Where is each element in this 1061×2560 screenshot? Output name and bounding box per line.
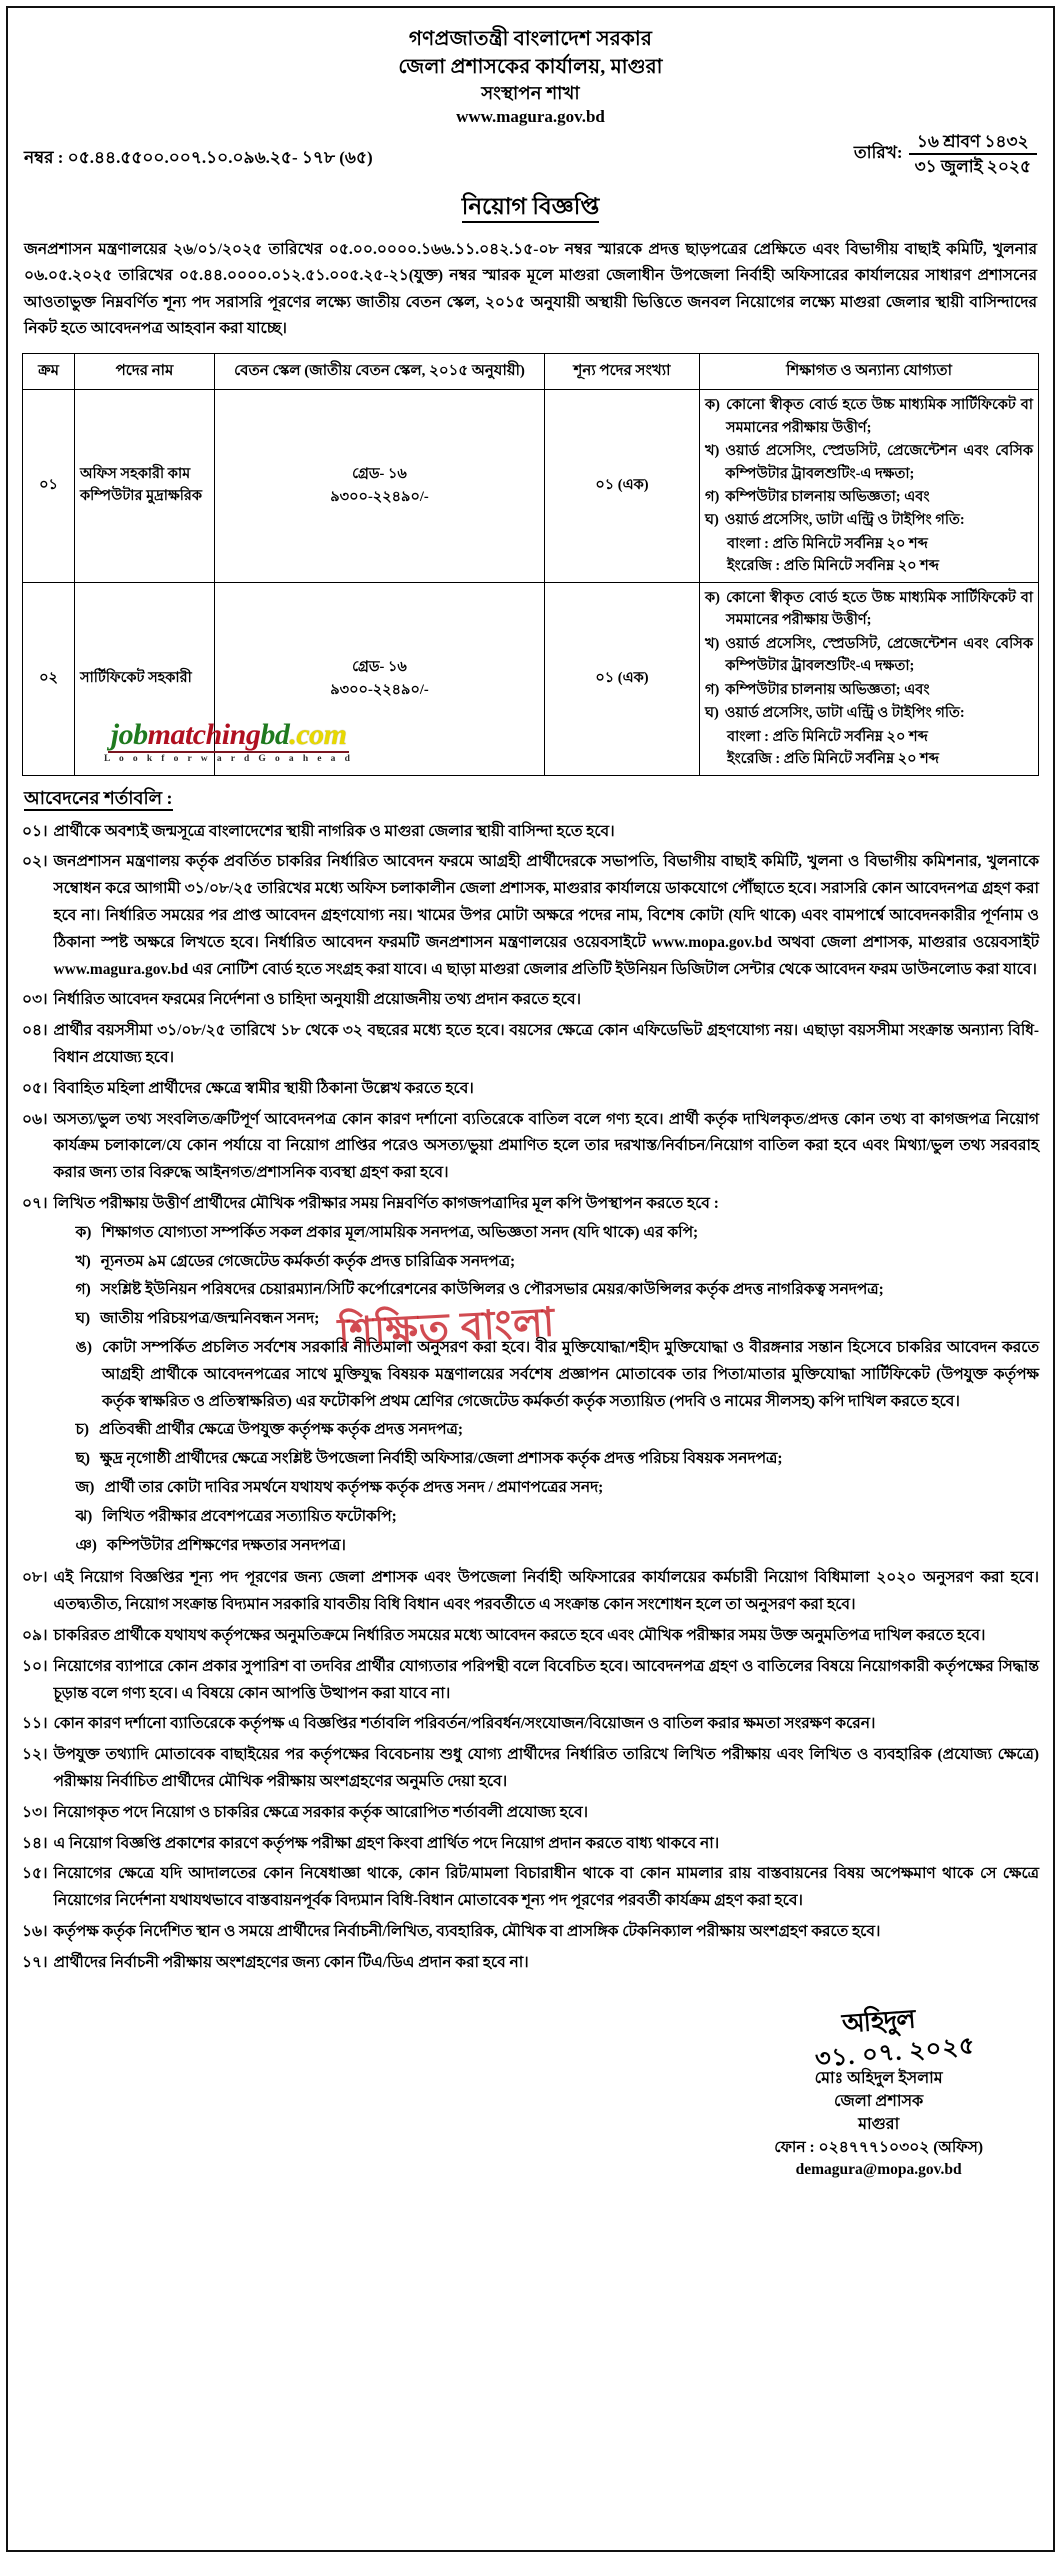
page-title (22, 188, 1039, 227)
condition-number: ১৩। (22, 1803, 48, 1821)
condition-number: ০৪। (22, 1022, 48, 1040)
typing-speed-english: ইংরেজি : প্রতি মিনিটে সর্বনিম্ন ২০ শব্দ (727, 558, 939, 575)
handwritten-signature: অহিদুল (841, 2004, 916, 2039)
condition-subitem-list (54, 1220, 1039, 1560)
office-website: www.magura.gov.bd (456, 107, 605, 127)
condition-item (22, 1623, 1039, 1650)
watermark-logo-part-3: bd (260, 718, 290, 751)
col-header-qualification: শিক্ষাগত ও অন্যান্য যোগ্যতা (700, 354, 1039, 390)
qual-text: কোনো স্বীকৃত বোর্ড হতে উচ্চ মাধ্যমিক সার্টিফিকেট বা সমমানের পরীক্ষায় উত্তীর্ণ; (725, 589, 1033, 629)
qualification-list (705, 394, 1033, 532)
subitem-marker: খ) (75, 1252, 91, 1270)
branch-name: সংস্থাপন শাখা (481, 83, 580, 104)
watermark-logo-part-1: job (110, 718, 148, 751)
subitem-text: ক্ষুদ্র নৃগোষ্ঠী প্রার্থীদের ক্ষেত্রে সংশ্লিষ্ট উপজেলা নির্বাহী অফিসার/জেলা প্রশাসক কর্তৃক প্রদত্ত পরিচয় বিষয়ক সনদপত্র; (99, 1450, 783, 1468)
condition-text: প্রার্থীদের নির্বাচনী পরীক্ষায় অংশগ্রহণের জন্য কোন টিএ/ডিএ প্রদান করা হবে না। (53, 1953, 529, 1971)
condition-item (22, 1711, 1039, 1738)
condition-number: ১২। (22, 1746, 48, 1764)
condition-subitem (54, 1220, 1039, 1247)
notice-title-text: নিয়োগ বিজ্ঞপ্তি (462, 194, 599, 223)
posts-table (22, 353, 1039, 776)
condition-item (22, 1861, 1039, 1915)
qualification-item (705, 587, 1033, 632)
row-sl: ০১ (23, 390, 75, 583)
row-vacancies: ০১ (এক) (545, 390, 700, 583)
row-grade: গ্রেড- ১৬ (352, 658, 407, 675)
subitem-text: প্রার্থী তার কোটা দাবির সমর্থনে যথাযথ কর্তৃপক্ষ কর্তৃক প্রদত্ত সনদ / প্রমাণপত্রের সনদ; (104, 1478, 604, 1496)
condition-number: ১৪। (22, 1834, 48, 1852)
condition-item (22, 1742, 1039, 1796)
watermark-logo-part-4: .com (289, 718, 347, 751)
typing-speed-bangla: বাংলা : প্রতি মিনিটে সর্বনিম্ন ২০ শব্দ (727, 535, 928, 552)
subitem-text: কোটা সম্পর্কিত প্রচলিত সর্বশেষ সরকারি নীতিমালা অনুসরণ করা হবে। বীর মুক্তিযোদ্ধা/শহীদ মুক্তিযোদ্ধা ও বীরঙ্গনার সন্তান হিসেবে চাকরির আবেদন করতে আগ্রহী প্রার্থীকে আবেদনপত্রের সাথে মুক্তিযুদ্ধ বিষয়ক মন্ত্রণালয়ের সর্বশেষ প্রজ্ঞাপন মোতাবেক তার পিতা/মাতার মুক্তিযোদ্ধা সার্টিফিকেট (উপযুক্ত কর্তৃপক্ষ কর্তৃক স্বাক্ষরিত ও প্রতিস্বাক্ষরিত) এর ফটোকপি প্রথম শ্রেণির গেজেটেড কর্মকর্তা কর্তৃক সত্যায়িত (পদবি ও নামের সীলসহ) কপি দাখিল করতে হবে। (101, 1338, 1039, 1410)
condition-item-with-subitems (22, 1191, 1039, 1561)
condition-number: ১০। (22, 1657, 48, 1675)
condition-number: ০১। (22, 822, 48, 840)
condition-item (22, 1565, 1039, 1619)
conditions-heading (24, 784, 1039, 815)
condition-text: অসত্য/ভুল তথ্য সংবলিত/ক্রটিপূর্ণ আবেদনপত্র কোন কারণ দর্শানো ব্যতিরেকে বাতিল বলে গণ্য হবে। প্রার্থী কর্তৃক দাখিলকৃত/প্রদত্ত কোন তথ্য বা কাগজপত্র নিয়োগ কার্যক্রম চলাকালে/যে কোন পর্যায়ে বা নিয়োগ প্রাপ্তির পরেও অসত্য/ভুয়া প্রমাণিত হলে তার দরখাস্ত/নির্বাচন/নিয়োগ বাতিল করা হবে এবং মিথ্যা/ভুল তথ্য সরবরাহ করার জন্য তার বিরুদ্ধে আইনগত/প্রশাসনিক ব্যবস্থা গ্রহণ করা হবে। (53, 1110, 1039, 1182)
condition-number: ১৫। (22, 1865, 48, 1883)
signatory-phone: ফোন : ০২৪৭৭৭১০৩০২ (অফিস) (774, 2138, 983, 2156)
condition-item (22, 1919, 1039, 1946)
col-header-pay-scale: বেতন স্কেল (জাতীয় বেতন স্কেল, ২০১৫ অনুযায়ী) (215, 354, 545, 390)
subitem-text: ন্যূনতম ৯ম গ্রেডের গেজেটেড কর্মকর্তা কর্তৃক প্রদত্ত চারিত্রিক সনদপত্র; (100, 1252, 516, 1270)
date-bangla: ১৬ শ্রাবণ ১৪৩২ (909, 131, 1037, 155)
condition-subitem (54, 1249, 1039, 1276)
row-post-name: সার্টিফিকেট সহকারী (75, 582, 215, 775)
row-qualification (700, 390, 1039, 583)
qual-marker: ক) (705, 397, 720, 414)
subitem-marker: ঙ) (75, 1338, 92, 1356)
subitem-marker: জ) (75, 1478, 95, 1496)
signatory-district: মাগুরা (858, 2116, 900, 2134)
date-label: তারিখ: (853, 143, 903, 163)
typing-speed-lines (705, 533, 1033, 578)
condition-item (22, 987, 1039, 1014)
subitem-marker: ক) (75, 1223, 92, 1241)
row-sl: ০২ (23, 582, 75, 775)
row-pay-scale (215, 390, 545, 583)
qual-marker: ঘ) (705, 512, 719, 529)
condition-subitem (54, 1504, 1039, 1531)
condition-item (22, 1831, 1039, 1858)
subitem-marker: ঘ) (75, 1310, 91, 1328)
condition-text: এ নিয়োগ বিজ্ঞপ্তি প্রকাশের কারণে কর্তৃপক্ষ পরীক্ষা গ্রহণ কিংবা প্রার্থিত পদে নিয়োগ প্রদান করতে বাধ্য থাকবে না। (53, 1834, 720, 1852)
table-row (23, 390, 1039, 583)
qualification-item (705, 679, 1033, 701)
qualification-list (705, 587, 1033, 725)
row-post-name: অফিস সহকারী কাম কম্পিউটার মুদ্রাক্ষরিক (75, 390, 215, 583)
memo-row (22, 131, 1039, 178)
qual-text: কোনো স্বীকৃত বোর্ড হতে উচ্চ মাধ্যমিক সার্টিফিকেট বা সমমানের পরীক্ষায় উত্তীর্ণ; (725, 397, 1033, 436)
red-stamp-watermark: শিক্ষিত বাংলা (336, 1299, 557, 1356)
qualification-item (705, 509, 1033, 531)
watermark-logo-part-2: matching (147, 718, 261, 751)
qual-text: ওয়ার্ড প্রসেসিং, স্প্রেডসিট, প্রেজেন্টেশন এবং বেসিক কম্পিউটার ট্রাবলশুটিং-এ দক্ষতা; (725, 443, 1033, 482)
subitem-marker: গ) (75, 1281, 91, 1299)
typing-speed-lines (705, 726, 1033, 771)
qualification-item (705, 486, 1033, 508)
qual-marker: খ) (705, 443, 720, 460)
table-row (23, 582, 1039, 775)
condition-subitem (54, 1446, 1039, 1473)
condition-text: লিখিত পরীক্ষায় উত্তীর্ণ প্রার্থীদের মৌখিক পরীক্ষার সময় নিম্নবর্ণিত কাগজপত্রাদির মূল কপি উপস্থাপন করতে হবে : (53, 1195, 719, 1212)
qualification-item (705, 440, 1033, 485)
condition-subitem (54, 1533, 1039, 1560)
condition-text: নিয়োগের ক্ষেত্রে যদি আদালতের কোন নিষেধাজ্ঞা থাকে, কোন রিট/মামলা বিচারাধীন থাকে বা কোন মামলার রায় বাস্তবায়নের বিষয় অপেক্ষমাণ থাকে সে ক্ষেত্রে নিয়োগের নির্দেশনা যথাযথভাবে বাস্তবায়নপূর্বক বিদ্যমান বিধি-বিধান মোতাবেক শূন্য পদ পূরণের পরবর্তী কার্যক্রম গ্রহণ করা হবে। (53, 1865, 1039, 1910)
qual-marker: খ) (705, 635, 720, 652)
condition-text: জনপ্রশাসন মন্ত্রণালয় কর্তৃক প্রবর্তিত চাকরির নির্ধারিত আবেদন ফরমে আগ্রহী প্রার্থীদেরকে সভাপতি, বিভাগীয় বাছাই কমিটি, খুলনা ও বিভাগীয় কমিশনার, খুলনাকে সম্বোধন করে আগামী ৩১/০৮/২৫ তারিখের মধ্যে অফিস চলাকালীন জেলা প্রশাসক, মাগুরার কার্যালয়ে ডাকযোগে পৌঁছাতে হবে। সরাসরি কোন আবেদনপত্র গ্রহণ করা হবে না। নির্ধারিত সময়ের পর প্রাপ্ত আবেদন গ্রহণযোগ্য নয়। খামের উপর মোটা অক্ষরে পদের নাম, বিশেষ কোটা (যদি থাকে) এবং বামপার্শ্বে আবেদনকারীর পূর্ণনাম ও ঠিকানা স্পষ্ট অক্ষরে লিখতে হবে। নির্ধারিত আবেদন ফরমটি জনপ্রশাসন মন্ত্রণালয়ের ওয়েবসাইটে www.mopa.gov.bd অথবা জেলা প্রশাসক, মাগুরার ওয়েবসাইট www.magura.gov.bd এর নোটিশ বোর্ড হতে সংগ্রহ করা যাবে। এ ছাড়া মাগুরা জেলার প্রতিটি ইউনিয়ন ডিজিটাল সেন্টার থেকে আবেদন ফরম ডাউনলোড করা যাবে। (53, 853, 1039, 978)
memo-number: নম্বর : ০৫.৪৪.৫৫০০.০০৭.১০.০৯৬.২৫- ১৭৮ (৬৫) (24, 148, 373, 168)
intro-paragraph: জনপ্রশাসন মন্ত্রণালয়ের ২৬/০১/২০২৫ তারিখের ০৫.০০.০০০০.১৬৬.১১.০৪২.১৫-০৮ নম্বর স্মারকে প্রদত্ত ছাড়পত্রের প্রেক্ষিতে এবং বিভাগীয় বাছাই কমিটি, খুলনার ০৬.০৫.২০২৫ তারিখের ০৫.৪৪.০০০০.০১২.৫১.০০৫.২৫-২১(যুক্ত) নম্বর স্মারক মূলে মাগুরা জেলাধীন উপজেলা নির্বাহী অফিসারের কার্যালয়ের সাধারণ প্রশাসনের আওতাভুক্ত নিম্নবর্ণিত শূন্য পদ সরাসরি পূরণের লক্ষ্যে জাতীয় বেতন স্কেল, ২০১৫ অনুযায়ী অস্থায়ী ভিত্তিতে জনবল নিয়োগের লক্ষ্যে মাগুরা জেলার স্থায়ী বাসিন্দাদের নিকট হতে আবেদনপত্র আহবান করা যাচ্ছে। (24, 240, 1037, 338)
condition-text: কর্তৃপক্ষ কর্তৃক নির্দেশিত স্থান ও সময়ে প্রার্থীদের নির্বাচনী/লিখিত, ব্যবহারিক, মৌখিক বা প্রাসঙ্গিক টেকনিক্যাল পরীক্ষায় অংশগ্রহণ করতে হবে। (53, 1922, 881, 1940)
condition-text: প্রার্থীকে অবশ্যই জন্মসূত্রে বাংলাদেশের স্থায়ী নাগরিক ও মাগুরা জেলার স্থায়ী বাসিন্দা হতে হবে। (53, 822, 615, 840)
subitem-text: শিক্ষাগত যোগ্যতা সম্পর্কিত সকল প্রকার মূল/সাময়িক সনদপত্র, অভিজ্ঞতা সনদ (যদি থাকে) এর কপি; (101, 1223, 699, 1241)
qualification-item (705, 394, 1033, 439)
condition-number: ০৫। (22, 1079, 48, 1097)
subitem-text: লিখিত পরীক্ষার প্রবেশপত্রের সত্যায়িত ফটোকপি; (102, 1507, 397, 1525)
subitem-text: প্রতিবন্ধী প্রার্থীর ক্ষেত্রে উপযুক্ত কর্তৃপক্ষ কর্তৃক প্রদত্ত সনদপত্র; (98, 1421, 463, 1439)
condition-item (22, 1107, 1039, 1187)
row-pay-range: ৯৩০০-২২৪৯০/- (330, 489, 429, 506)
table-header-row (23, 354, 1039, 390)
signatory-role: জেলা প্রশাসক (834, 2093, 924, 2111)
condition-text: চাকরিরত প্রার্থীকে যথাযথ কর্তৃপক্ষের অনুমতিক্রমে নির্ধারিত সময়ের মধ্যে আবেদন করতে হবে এবং মৌখিক পরীক্ষার সময় উক্ত অনুমতিপত্র দাখিল করতে হবে। (53, 1626, 986, 1644)
condition-text: নিয়োগকৃত পদে নিয়োগ ও চাকরির ক্ষেত্রে সরকার কর্তৃক আরোপিত শর্তাবলী প্রযোজ্য হবে। (53, 1803, 589, 1821)
row-qualification (700, 582, 1039, 775)
subitem-marker: চ) (75, 1421, 89, 1439)
signatory-email: demagura@mopa.gov.bd (795, 2161, 962, 2179)
condition-text: বিবাহিত মহিলা প্রার্থীদের ক্ষেত্রে স্বামীর স্থায়ী ঠিকানা উল্লেখ করতে হবে। (53, 1079, 474, 1097)
subitem-marker: ঝ) (75, 1507, 93, 1525)
government-name: গণপ্রজাতন্ত্রী বাংলাদেশ সরকার (408, 28, 653, 50)
letterhead (22, 26, 1039, 127)
condition-text: কোন কারণ দর্শানো ব্যাতিরেকে কর্তৃপক্ষ এ বিজ্ঞপ্তির শর্তাবলি পরিবর্তন/পরিবর্ধন/সংযোজন/বিয়োজন ও বাতিল করার ক্ষমতা সংরক্ষণ করেন। (53, 1715, 876, 1733)
signature-inner (774, 2003, 983, 2182)
condition-number: ০৭। (22, 1195, 48, 1212)
condition-number: ১৭। (22, 1953, 48, 1971)
condition-text: উপযুক্ত তথ্যাদি মোতাবেক বাছাইয়ের পর কর্তৃপক্ষের বিবেচনায় শুধু যোগ্য প্রার্থীদের নির্ধারিত তারিখে লিখিত পরীক্ষায় এবং লিখিত ও ব্যবহারিক (প্রযোজ্য ক্ষেত্রে) পরীক্ষায় নির্বাচিত প্রার্থীদের মৌখিক পরীক্ষায় অংশগ্রহণের অনুমতি দেয়া হবে। (53, 1746, 1039, 1790)
condition-subitem (54, 1306, 1039, 1333)
subitem-marker: ঞ) (75, 1536, 97, 1554)
subitem-marker: ছ) (75, 1450, 90, 1468)
condition-item (22, 1076, 1039, 1103)
condition-number: ১১। (22, 1715, 48, 1733)
condition-number: ০৯। (22, 1626, 48, 1644)
handwritten-date: ৩১. ০৭. ২০২৫ (814, 2033, 977, 2074)
qual-text: কম্পিউটার চালনায় অভিজ্ঞতা; এবং (725, 489, 930, 506)
row-grade: গ্রেড- ১৬ (352, 465, 407, 482)
subitem-text: সংশ্লিষ্ট ইউনিয়ন পরিষদের চেয়ারম্যান/সিটি কর্পোরেশনের কাউন্সিলর ও পৌরসভার মেয়র/কাউন্সিলর কর্তৃক প্রদত্ত নাগরিকত্ব সনদপত্র; (100, 1281, 884, 1299)
qual-text: ওয়ার্ড প্রসেসিং, স্প্রেডসিট, প্রেজেন্টেশন এবং বেসিক কম্পিউটার ট্রাবলশুটিং-এ দক্ষতা; (725, 635, 1033, 675)
condition-item (22, 1950, 1039, 1977)
row-vacancies: ০১ (এক) (545, 582, 700, 775)
typing-speed-bangla: বাংলা : প্রতি মিনিটে সর্বনিম্ন ২০ শব্দ (727, 728, 928, 745)
condition-number: ০২। (22, 853, 48, 871)
condition-item (22, 1654, 1039, 1708)
condition-item (22, 1018, 1039, 1072)
condition-item (22, 849, 1039, 983)
date-english: ৩১ জুলাই ২০২৫ (914, 157, 1031, 177)
col-header-sl: ক্রম (23, 354, 75, 390)
subitem-text: জাতীয় পরিচয়পত্র/জন্মনিবন্ধন সনদ; (100, 1310, 320, 1328)
typing-speed-english: ইংরেজি : প্রতি মিনিটে সর্বনিম্ন ২০ শব্দ (727, 751, 939, 768)
qual-marker: ঘ) (705, 705, 719, 722)
col-header-vacancies: শূন্য পদের সংখ্যা (545, 354, 700, 390)
posts-table-body (23, 390, 1039, 776)
subitem-text: কম্পিউটার প্রশিক্ষণের দক্ষতার সনদপত্র। (106, 1536, 346, 1554)
qual-marker: গ) (705, 681, 720, 698)
conditions-list (22, 819, 1039, 1977)
condition-text: প্রার্থীর বয়সসীমা ৩১/০৮/২৫ তারিখে ১৮ থেকে ৩২ বছরের মধ্যে হতে হবে। বয়সের ক্ষেত্রে কোন এফিডেভিট গ্রহণযোগ্য নয়। এছাড়া বয়সসীমা সংক্রান্ত অন্যান্য বিধি-বিধান প্রযোজ্য হবে। (53, 1022, 1039, 1067)
condition-text: এই নিয়োগ বিজ্ঞপ্তির শূন্য পদ পূরণের জন্য জেলা প্রশাসক এবং উপজেলা নির্বাহী অফিসারের কার্যালয়ের কর্মচারী নিয়োগ বিধিমালা ২০২০ অনুসরণ করা হবে। এতদ্ব্যতীত, নিয়োগ সংক্রান্ত বিদ্যমান সরকারি যাবতীয় বিধি বিধান এবং পরবর্তীতে এ সংক্রান্ত কোন সংশোধন হলে তা অনুসরণ করা হবে। (53, 1569, 1039, 1614)
condition-text: নিয়োগের ব্যাপারে কোন প্রকার সুপারিশ বা তদবির প্রার্থীর যোগ্যতার পরিপন্থী বলে বিবেচিত হবে। আবেদনপত্র গ্রহণ ও বাতিলের বিষয়ে নিয়োগকারী কর্তৃপক্ষের সিদ্ধান্ত চূড়ান্ত বলে গণ্য হবে। এ বিষয়ে কোন আপত্তি উত্থাপন করা যাবে না। (53, 1657, 1039, 1702)
qual-marker: ক) (705, 589, 720, 606)
signatory-name: মোঃ অহিদুল ইসলাম (814, 2070, 943, 2087)
condition-number: ০৮। (22, 1569, 48, 1587)
condition-body (54, 1191, 1039, 1561)
document-frame (6, 6, 1055, 2552)
qual-text: ওয়ার্ড প্রসেসিং, ডাটা এন্ট্রি ও টাইপিং গতি: (724, 705, 965, 722)
row-pay-range: ৯৩০০-২২৪৯০/- (330, 681, 429, 698)
condition-subitem (54, 1475, 1039, 1502)
qualification-item (705, 633, 1033, 678)
watermark-tagline: L o o k f o r w a r d G o a h e a d (104, 754, 354, 764)
condition-subitem (54, 1277, 1039, 1304)
qual-marker: গ) (705, 489, 720, 506)
condition-text: নির্ধারিত আবেদন ফরমের নির্দেশনা ও চাহিদা অনুযায়ী প্রয়োজনীয় তথ্য প্রদান করতে হবে। (53, 991, 582, 1009)
condition-number: ১৬। (22, 1922, 48, 1940)
qual-text: ওয়ার্ড প্রসেসিং, ডাটা এন্ট্রি ও টাইপিং গতি: (724, 512, 965, 529)
condition-subitem (54, 1417, 1039, 1444)
qualification-item (705, 702, 1033, 724)
col-header-post-name: পদের নাম (75, 354, 215, 390)
qual-text: কম্পিউটার চালনায় অভিজ্ঞতা; এবং (725, 681, 930, 698)
condition-item (22, 819, 1039, 846)
condition-number: ০৩। (22, 991, 48, 1009)
office-name: জেলা প্রশাসকের কার্যালয়, মাগুরা (398, 55, 663, 78)
signature-block (22, 2003, 1039, 2182)
condition-number: ০৬। (22, 1110, 48, 1128)
row-pay-scale (215, 582, 545, 775)
conditions-heading-text: আবেদনের শর্তাবলি : (24, 788, 173, 811)
condition-subitem (54, 1335, 1039, 1415)
condition-item (22, 1800, 1039, 1827)
memo-date (854, 131, 1037, 178)
